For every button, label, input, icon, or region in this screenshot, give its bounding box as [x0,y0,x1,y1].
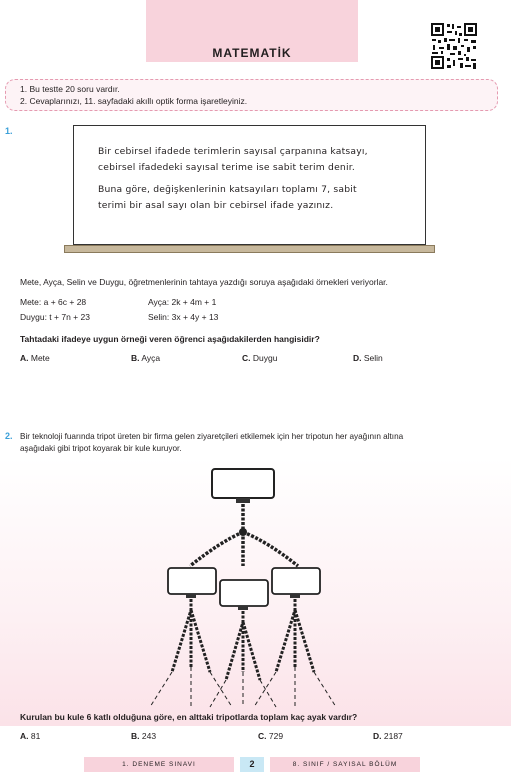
option-text: 729 [268,731,284,741]
q2-option-d[interactable] [373,731,403,742]
phone-right-icon [272,568,320,598]
phone-left-icon [168,568,216,598]
dashed-legs-icon [150,667,336,707]
option-text: Duygu [252,353,278,363]
footer-exam-name: 1. DENEME SINAVI [84,757,234,772]
question-2-stem-line-2: aşağıdaki gibi tripot koyarak bir kule kuruyor. [20,444,182,453]
page-title: MATEMATİK [212,46,292,60]
option-letter: B. [131,353,140,363]
q2-option-b[interactable] [131,731,156,742]
top-phone-icon [212,469,274,503]
bottom-tripods-icon [172,599,314,680]
option-text: Selin [363,353,383,363]
question-2-number: 2. [5,431,13,441]
option-letter: A. [20,353,29,363]
tripod-tower-figure [140,462,380,712]
q1-option-c[interactable] [242,353,277,364]
question-1-intro: Mete, Ayça, Selin ve Duygu, öğretmenlerinin tahtaya yazdığı soruya aşağıdaki örnekleri veriyorlar. [20,277,388,287]
question-1-number: 1. [5,126,13,136]
option-letter: D. [373,731,382,741]
question-2-prompt: Kurulan bu kule 6 katlı olduğuna göre, en alttaki tripotlarda toplam kaç ayak vardır? [20,712,358,722]
q1-option-b[interactable] [131,353,160,364]
option-letter: A. [20,731,29,741]
option-letter: C. [258,731,267,741]
footer-section: 8. SINIF / SAYISAL BÖLÜM [270,757,420,772]
option-text: Ayça [141,353,161,363]
question-2-stem-line-1: Bir teknoloji fuarında tripot üreten bir firma gelen ziyaretçileri etkilemek için her tripotun her ayağının altına [20,432,404,441]
phone-center-icon [220,580,268,610]
option-text: 81 [30,731,41,741]
instructions-box [5,79,498,111]
option-letter: B. [131,731,140,741]
blackboard-shelf [64,245,435,253]
option-text: 243 [141,731,157,741]
instruction-line-1: 1. Bu testte 20 soru vardır. [20,84,120,94]
qr-code-icon [430,22,478,70]
option-letter: D. [353,353,362,363]
blackboard-text [98,144,388,220]
question-1-prompt: Tahtadaki ifadeye uygun örneği veren öğrenci aşağıdakilerden hangisidir? [20,334,320,344]
q2-option-c[interactable] [258,731,283,742]
q1-option-a[interactable] [20,353,50,364]
q2-option-a[interactable] [20,731,40,742]
board-paragraph-1: Bir cebirsel ifadede terimlerin sayısal çarpanına katsayı, cebirsel ifadedeki sayısal terime ise sabit terim denir. [98,146,368,173]
q1-option-d[interactable] [353,353,383,364]
example-duygu: Duygu: t + 7n + 23 [20,312,90,322]
option-text: Mete [30,353,50,363]
board-paragraph-2: Buna göre, değişkenlerinin katsayıları toplamı 7, sabit terimi bir asal sayı olan bir cebirsel ifade yazınız. [98,184,357,211]
example-selin: Selin: 3x + 4y + 13 [148,312,219,322]
option-text: 2187 [383,731,403,741]
example-mete: Mete: a + 6c + 28 [20,297,87,307]
page-number: 2 [240,757,264,772]
option-letter: C. [242,353,251,363]
example-ayca: Ayça: 2k + 4m + 1 [148,297,217,307]
instruction-line-2: 2. Cevaplarınızı, 11. sayfadaki akıllı optik forma işaretleyiniz. [20,96,248,106]
